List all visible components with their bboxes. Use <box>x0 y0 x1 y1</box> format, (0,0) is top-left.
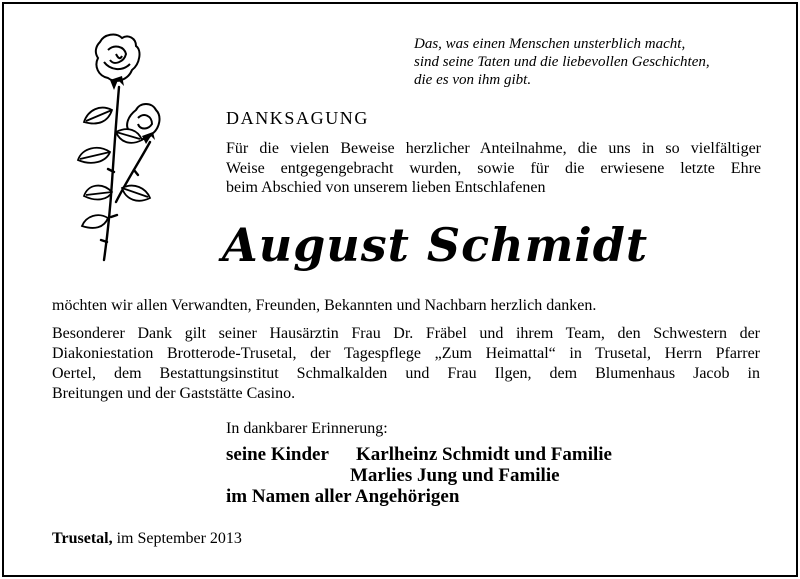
special-thanks-line: Oertel, dem Bestattungsinstitut Schmalkalden und Frau Ilgen, dem Blumenhaus Jacob in <box>52 365 760 382</box>
thanks-line: möchten wir allen Verwandten, Freunden, Bekannten und Nachbarn herzlich danken. <box>52 297 597 314</box>
signature-family-1: Karlheinz Schmidt und Familie <box>356 444 612 465</box>
special-thanks-line: Besonderer Dank gilt seiner Hausärztin Frau Dr. Fräbel und ihrem Team, den Schwestern der <box>52 325 760 342</box>
special-thanks-line: Diakoniestation Brotterode-Trusetal, der Tagespflege „Zum Heimattal“ in Trusetal, Herrn Pfarrer <box>52 345 760 362</box>
signature-children-prefix: seine Kinder <box>226 444 329 465</box>
place-and-date <box>52 529 242 549</box>
memorial-quote <box>414 35 784 89</box>
special-thanks-paragraph <box>52 324 760 404</box>
obituary-notice <box>2 2 798 577</box>
rose-icon <box>64 32 164 264</box>
intro-line: Weise entgegengebracht wurden, sowie für die erwiesene letzte Ehre <box>226 159 761 177</box>
place-date: im September 2013 <box>116 530 242 547</box>
signature-all-relatives: im Namen aller Angehörigen <box>226 486 460 507</box>
deceased-name: August Schmidt <box>222 218 649 272</box>
intro-line: beim Abschied von unserem lieben Entschlafenen <box>226 179 546 196</box>
memory-label: In dankbarer Erinnerung: <box>226 420 388 437</box>
quote-line: die es von ihm gibt. <box>414 72 532 88</box>
place-town: Trusetal, <box>52 530 113 547</box>
special-thanks-line: Breitungen und der Gaststätte Casino. <box>52 385 296 402</box>
notice-heading: DANKSAGUNG <box>226 108 370 128</box>
intro-line: Für die vielen Beweise herzlicher Anteilnahme, die uns in so vielfältiger <box>226 140 761 157</box>
intro-paragraph <box>226 139 761 198</box>
signature-family-2: Marlies Jung und Familie <box>350 465 560 486</box>
quote-line: sind seine Taten und die liebevollen Geschichten, <box>414 54 710 70</box>
quote-line: Das, was einen Menschen unsterblich macht, <box>414 36 686 52</box>
